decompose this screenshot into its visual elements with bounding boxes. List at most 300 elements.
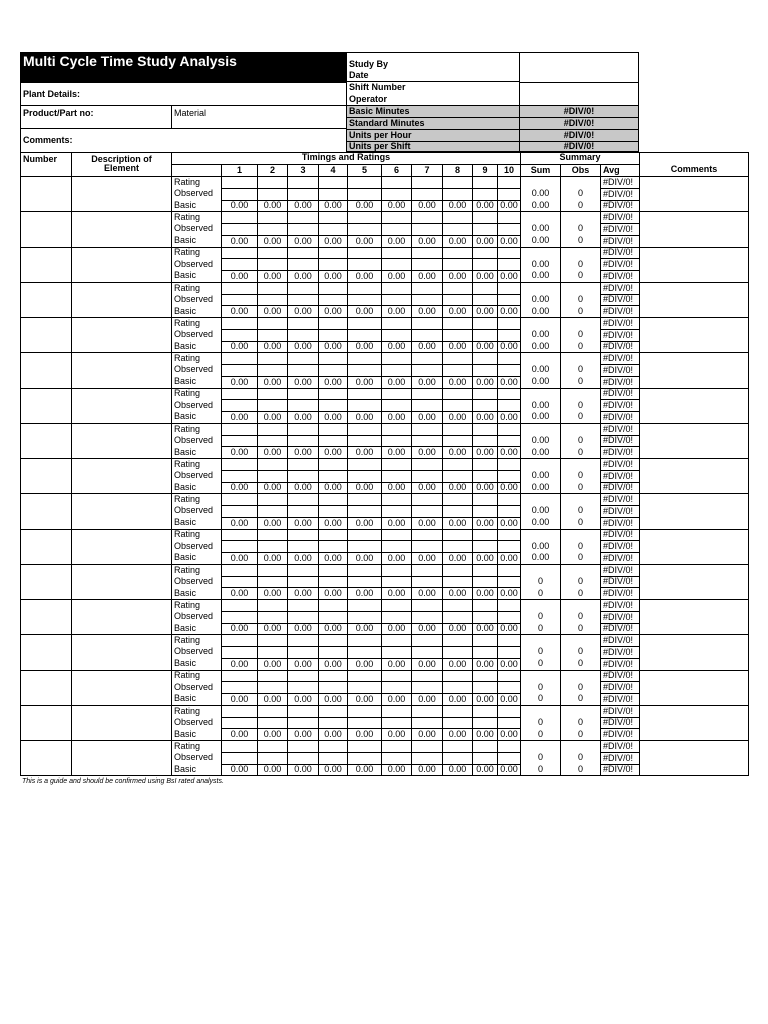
rating-cycle-7-cell[interactable] — [411, 317, 442, 329]
observed-cycle-6-cell[interactable] — [381, 188, 411, 200]
rating-cycle-10-cell[interactable] — [497, 352, 520, 364]
rating-cycle-7-cell[interactable] — [411, 670, 442, 682]
rating-cycle-9-cell[interactable] — [472, 564, 497, 576]
observed-cycle-6-cell[interactable] — [381, 681, 411, 693]
observed-cycle-7-cell[interactable] — [411, 258, 442, 270]
rating-cycle-2-cell[interactable] — [257, 176, 287, 188]
element-comments-cell[interactable] — [639, 176, 749, 211]
observed-cycle-4-cell[interactable] — [318, 646, 347, 658]
observed-cycle-8-cell[interactable] — [442, 188, 472, 200]
rating-cycle-5-cell[interactable] — [347, 282, 381, 294]
rating-cycle-5-cell[interactable] — [347, 423, 381, 435]
rating-cycle-10-cell[interactable] — [497, 458, 520, 470]
rating-cycle-10-cell[interactable] — [497, 529, 520, 541]
rating-cycle-5-cell[interactable] — [347, 388, 381, 400]
rating-cycle-6-cell[interactable] — [381, 529, 411, 541]
element-comments-cell[interactable] — [639, 211, 749, 246]
rating-cycle-1-cell[interactable] — [221, 352, 257, 364]
rating-cycle-4-cell[interactable] — [318, 317, 347, 329]
rating-cycle-4-cell[interactable] — [318, 493, 347, 505]
observed-cycle-10-cell[interactable] — [497, 470, 520, 482]
observed-cycle-5-cell[interactable] — [347, 681, 381, 693]
observed-cycle-1-cell[interactable] — [221, 505, 257, 517]
observed-cycle-3-cell[interactable] — [287, 188, 318, 200]
rating-cycle-5-cell[interactable] — [347, 634, 381, 646]
observed-cycle-7-cell[interactable] — [411, 717, 442, 729]
observed-cycle-1-cell[interactable] — [221, 576, 257, 588]
rating-cycle-1-cell[interactable] — [221, 529, 257, 541]
observed-cycle-5-cell[interactable] — [347, 223, 381, 235]
observed-cycle-5-cell[interactable] — [347, 505, 381, 517]
rating-cycle-3-cell[interactable] — [287, 388, 318, 400]
observed-cycle-3-cell[interactable] — [287, 576, 318, 588]
rating-cycle-2-cell[interactable] — [257, 388, 287, 400]
rating-cycle-4-cell[interactable] — [318, 740, 347, 752]
observed-cycle-2-cell[interactable] — [257, 752, 287, 764]
rating-cycle-1-cell[interactable] — [221, 599, 257, 611]
rating-cycle-10-cell[interactable] — [497, 176, 520, 188]
observed-cycle-2-cell[interactable] — [257, 540, 287, 552]
observed-cycle-6-cell[interactable] — [381, 752, 411, 764]
rating-cycle-3-cell[interactable] — [287, 529, 318, 541]
observed-cycle-9-cell[interactable] — [472, 470, 497, 482]
element-number-cell[interactable] — [20, 388, 71, 423]
observed-cycle-2-cell[interactable] — [257, 681, 287, 693]
observed-cycle-9-cell[interactable] — [472, 188, 497, 200]
element-comments-cell[interactable] — [639, 705, 749, 740]
element-description-cell[interactable] — [71, 599, 171, 634]
observed-cycle-8-cell[interactable] — [442, 752, 472, 764]
observed-cycle-10-cell[interactable] — [497, 681, 520, 693]
observed-cycle-8-cell[interactable] — [442, 717, 472, 729]
observed-cycle-5-cell[interactable] — [347, 470, 381, 482]
observed-cycle-2-cell[interactable] — [257, 364, 287, 376]
observed-cycle-7-cell[interactable] — [411, 576, 442, 588]
rating-cycle-10-cell[interactable] — [497, 388, 520, 400]
element-number-cell[interactable] — [20, 705, 71, 740]
observed-cycle-6-cell[interactable] — [381, 399, 411, 411]
element-description-cell[interactable] — [71, 458, 171, 493]
rating-cycle-7-cell[interactable] — [411, 211, 442, 223]
rating-cycle-3-cell[interactable] — [287, 705, 318, 717]
observed-cycle-5-cell[interactable] — [347, 611, 381, 623]
observed-cycle-9-cell[interactable] — [472, 505, 497, 517]
rating-cycle-3-cell[interactable] — [287, 599, 318, 611]
observed-cycle-7-cell[interactable] — [411, 294, 442, 306]
rating-cycle-9-cell[interactable] — [472, 493, 497, 505]
observed-cycle-4-cell[interactable] — [318, 364, 347, 376]
rating-cycle-6-cell[interactable] — [381, 599, 411, 611]
observed-cycle-9-cell[interactable] — [472, 611, 497, 623]
element-number-cell[interactable] — [20, 740, 71, 775]
element-description-cell[interactable] — [71, 423, 171, 458]
observed-cycle-2-cell[interactable] — [257, 294, 287, 306]
observed-cycle-1-cell[interactable] — [221, 752, 257, 764]
observed-cycle-8-cell[interactable] — [442, 505, 472, 517]
observed-cycle-5-cell[interactable] — [347, 752, 381, 764]
rating-cycle-9-cell[interactable] — [472, 388, 497, 400]
rating-cycle-10-cell[interactable] — [497, 211, 520, 223]
observed-cycle-3-cell[interactable] — [287, 223, 318, 235]
element-comments-cell[interactable] — [639, 670, 749, 705]
rating-cycle-8-cell[interactable] — [442, 529, 472, 541]
observed-cycle-4-cell[interactable] — [318, 717, 347, 729]
rating-cycle-3-cell[interactable] — [287, 317, 318, 329]
rating-cycle-4-cell[interactable] — [318, 352, 347, 364]
observed-cycle-2-cell[interactable] — [257, 223, 287, 235]
rating-cycle-9-cell[interactable] — [472, 423, 497, 435]
rating-cycle-8-cell[interactable] — [442, 176, 472, 188]
rating-cycle-5-cell[interactable] — [347, 599, 381, 611]
element-number-cell[interactable] — [20, 493, 71, 528]
rating-cycle-7-cell[interactable] — [411, 529, 442, 541]
observed-cycle-3-cell[interactable] — [287, 611, 318, 623]
rating-cycle-2-cell[interactable] — [257, 493, 287, 505]
observed-cycle-5-cell[interactable] — [347, 435, 381, 447]
rating-cycle-2-cell[interactable] — [257, 564, 287, 576]
observed-cycle-9-cell[interactable] — [472, 646, 497, 658]
observed-cycle-5-cell[interactable] — [347, 540, 381, 552]
rating-cycle-1-cell[interactable] — [221, 317, 257, 329]
observed-cycle-3-cell[interactable] — [287, 540, 318, 552]
observed-cycle-8-cell[interactable] — [442, 294, 472, 306]
observed-cycle-4-cell[interactable] — [318, 294, 347, 306]
observed-cycle-7-cell[interactable] — [411, 646, 442, 658]
rating-cycle-2-cell[interactable] — [257, 211, 287, 223]
observed-cycle-2-cell[interactable] — [257, 329, 287, 341]
rating-cycle-10-cell[interactable] — [497, 740, 520, 752]
rating-cycle-1-cell[interactable] — [221, 388, 257, 400]
observed-cycle-1-cell[interactable] — [221, 399, 257, 411]
element-comments-cell[interactable] — [639, 423, 749, 458]
rating-cycle-4-cell[interactable] — [318, 670, 347, 682]
observed-cycle-10-cell[interactable] — [497, 294, 520, 306]
rating-cycle-10-cell[interactable] — [497, 564, 520, 576]
observed-cycle-6-cell[interactable] — [381, 611, 411, 623]
observed-cycle-7-cell[interactable] — [411, 681, 442, 693]
rating-cycle-2-cell[interactable] — [257, 740, 287, 752]
rating-cycle-2-cell[interactable] — [257, 247, 287, 259]
rating-cycle-9-cell[interactable] — [472, 282, 497, 294]
observed-cycle-5-cell[interactable] — [347, 329, 381, 341]
rating-cycle-1-cell[interactable] — [221, 211, 257, 223]
element-comments-cell[interactable] — [639, 352, 749, 387]
observed-cycle-3-cell[interactable] — [287, 435, 318, 447]
observed-cycle-6-cell[interactable] — [381, 505, 411, 517]
rating-cycle-7-cell[interactable] — [411, 176, 442, 188]
rating-cycle-1-cell[interactable] — [221, 176, 257, 188]
observed-cycle-5-cell[interactable] — [347, 646, 381, 658]
rating-cycle-4-cell[interactable] — [318, 634, 347, 646]
observed-cycle-8-cell[interactable] — [442, 646, 472, 658]
element-comments-cell[interactable] — [639, 564, 749, 599]
rating-cycle-8-cell[interactable] — [442, 458, 472, 470]
rating-cycle-9-cell[interactable] — [472, 670, 497, 682]
observed-cycle-8-cell[interactable] — [442, 364, 472, 376]
rating-cycle-8-cell[interactable] — [442, 599, 472, 611]
observed-cycle-6-cell[interactable] — [381, 364, 411, 376]
rating-cycle-7-cell[interactable] — [411, 247, 442, 259]
rating-cycle-3-cell[interactable] — [287, 564, 318, 576]
rating-cycle-6-cell[interactable] — [381, 176, 411, 188]
observed-cycle-6-cell[interactable] — [381, 470, 411, 482]
rating-cycle-3-cell[interactable] — [287, 176, 318, 188]
rating-cycle-7-cell[interactable] — [411, 352, 442, 364]
study-info-box[interactable] — [520, 52, 639, 82]
rating-cycle-3-cell[interactable] — [287, 458, 318, 470]
observed-cycle-9-cell[interactable] — [472, 576, 497, 588]
element-description-cell[interactable] — [71, 282, 171, 317]
rating-cycle-2-cell[interactable] — [257, 317, 287, 329]
rating-cycle-1-cell[interactable] — [221, 670, 257, 682]
observed-cycle-1-cell[interactable] — [221, 258, 257, 270]
element-description-cell[interactable] — [71, 317, 171, 352]
observed-cycle-7-cell[interactable] — [411, 399, 442, 411]
rating-cycle-3-cell[interactable] — [287, 740, 318, 752]
observed-cycle-9-cell[interactable] — [472, 717, 497, 729]
element-comments-cell[interactable] — [639, 317, 749, 352]
observed-cycle-8-cell[interactable] — [442, 258, 472, 270]
observed-cycle-10-cell[interactable] — [497, 646, 520, 658]
rating-cycle-8-cell[interactable] — [442, 670, 472, 682]
observed-cycle-10-cell[interactable] — [497, 717, 520, 729]
element-number-cell[interactable] — [20, 317, 71, 352]
observed-cycle-1-cell[interactable] — [221, 681, 257, 693]
rating-cycle-4-cell[interactable] — [318, 529, 347, 541]
observed-cycle-4-cell[interactable] — [318, 752, 347, 764]
observed-cycle-10-cell[interactable] — [497, 188, 520, 200]
rating-cycle-1-cell[interactable] — [221, 282, 257, 294]
observed-cycle-10-cell[interactable] — [497, 611, 520, 623]
observed-cycle-5-cell[interactable] — [347, 258, 381, 270]
observed-cycle-10-cell[interactable] — [497, 364, 520, 376]
rating-cycle-4-cell[interactable] — [318, 282, 347, 294]
rating-cycle-10-cell[interactable] — [497, 634, 520, 646]
rating-cycle-6-cell[interactable] — [381, 247, 411, 259]
observed-cycle-4-cell[interactable] — [318, 258, 347, 270]
observed-cycle-9-cell[interactable] — [472, 329, 497, 341]
rating-cycle-3-cell[interactable] — [287, 423, 318, 435]
rating-cycle-8-cell[interactable] — [442, 388, 472, 400]
rating-cycle-5-cell[interactable] — [347, 670, 381, 682]
rating-cycle-8-cell[interactable] — [442, 352, 472, 364]
observed-cycle-4-cell[interactable] — [318, 329, 347, 341]
rating-cycle-2-cell[interactable] — [257, 529, 287, 541]
rating-cycle-5-cell[interactable] — [347, 352, 381, 364]
observed-cycle-7-cell[interactable] — [411, 364, 442, 376]
element-description-cell[interactable] — [71, 352, 171, 387]
element-comments-cell[interactable] — [639, 529, 749, 564]
element-comments-cell[interactable] — [639, 599, 749, 634]
rating-cycle-9-cell[interactable] — [472, 211, 497, 223]
observed-cycle-5-cell[interactable] — [347, 399, 381, 411]
observed-cycle-2-cell[interactable] — [257, 717, 287, 729]
element-description-cell[interactable] — [71, 211, 171, 246]
rating-cycle-4-cell[interactable] — [318, 564, 347, 576]
observed-cycle-2-cell[interactable] — [257, 470, 287, 482]
rating-cycle-1-cell[interactable] — [221, 634, 257, 646]
element-comments-cell[interactable] — [639, 247, 749, 282]
rating-cycle-8-cell[interactable] — [442, 211, 472, 223]
rating-cycle-8-cell[interactable] — [442, 493, 472, 505]
element-number-cell[interactable] — [20, 458, 71, 493]
element-comments-cell[interactable] — [639, 740, 749, 775]
observed-cycle-4-cell[interactable] — [318, 611, 347, 623]
observed-cycle-7-cell[interactable] — [411, 505, 442, 517]
rating-cycle-4-cell[interactable] — [318, 211, 347, 223]
element-description-cell[interactable] — [71, 247, 171, 282]
rating-cycle-4-cell[interactable] — [318, 705, 347, 717]
rating-cycle-6-cell[interactable] — [381, 493, 411, 505]
rating-cycle-9-cell[interactable] — [472, 740, 497, 752]
observed-cycle-4-cell[interactable] — [318, 681, 347, 693]
rating-cycle-7-cell[interactable] — [411, 599, 442, 611]
rating-cycle-1-cell[interactable] — [221, 740, 257, 752]
rating-cycle-9-cell[interactable] — [472, 352, 497, 364]
element-description-cell[interactable] — [71, 670, 171, 705]
rating-cycle-8-cell[interactable] — [442, 634, 472, 646]
observed-cycle-1-cell[interactable] — [221, 717, 257, 729]
rating-cycle-1-cell[interactable] — [221, 705, 257, 717]
rating-cycle-2-cell[interactable] — [257, 705, 287, 717]
observed-cycle-10-cell[interactable] — [497, 399, 520, 411]
element-comments-cell[interactable] — [639, 388, 749, 423]
observed-cycle-6-cell[interactable] — [381, 646, 411, 658]
rating-cycle-10-cell[interactable] — [497, 670, 520, 682]
observed-cycle-8-cell[interactable] — [442, 223, 472, 235]
observed-cycle-7-cell[interactable] — [411, 188, 442, 200]
rating-cycle-8-cell[interactable] — [442, 282, 472, 294]
observed-cycle-3-cell[interactable] — [287, 505, 318, 517]
rating-cycle-10-cell[interactable] — [497, 599, 520, 611]
rating-cycle-4-cell[interactable] — [318, 423, 347, 435]
rating-cycle-10-cell[interactable] — [497, 247, 520, 259]
observed-cycle-9-cell[interactable] — [472, 294, 497, 306]
observed-cycle-4-cell[interactable] — [318, 188, 347, 200]
observed-cycle-6-cell[interactable] — [381, 294, 411, 306]
observed-cycle-9-cell[interactable] — [472, 399, 497, 411]
observed-cycle-9-cell[interactable] — [472, 752, 497, 764]
rating-cycle-7-cell[interactable] — [411, 705, 442, 717]
observed-cycle-10-cell[interactable] — [497, 576, 520, 588]
rating-cycle-6-cell[interactable] — [381, 670, 411, 682]
observed-cycle-4-cell[interactable] — [318, 505, 347, 517]
rating-cycle-10-cell[interactable] — [497, 423, 520, 435]
observed-cycle-1-cell[interactable] — [221, 364, 257, 376]
rating-cycle-5-cell[interactable] — [347, 564, 381, 576]
rating-cycle-7-cell[interactable] — [411, 282, 442, 294]
observed-cycle-8-cell[interactable] — [442, 681, 472, 693]
rating-cycle-4-cell[interactable] — [318, 458, 347, 470]
element-description-cell[interactable] — [71, 705, 171, 740]
observed-cycle-1-cell[interactable] — [221, 329, 257, 341]
rating-cycle-8-cell[interactable] — [442, 317, 472, 329]
element-number-cell[interactable] — [20, 282, 71, 317]
observed-cycle-1-cell[interactable] — [221, 470, 257, 482]
rating-cycle-9-cell[interactable] — [472, 705, 497, 717]
observed-cycle-9-cell[interactable] — [472, 258, 497, 270]
observed-cycle-9-cell[interactable] — [472, 223, 497, 235]
rating-cycle-6-cell[interactable] — [381, 317, 411, 329]
observed-cycle-2-cell[interactable] — [257, 505, 287, 517]
element-comments-cell[interactable] — [639, 282, 749, 317]
observed-cycle-10-cell[interactable] — [497, 223, 520, 235]
rating-cycle-3-cell[interactable] — [287, 247, 318, 259]
observed-cycle-3-cell[interactable] — [287, 329, 318, 341]
observed-cycle-10-cell[interactable] — [497, 329, 520, 341]
observed-cycle-2-cell[interactable] — [257, 258, 287, 270]
rating-cycle-5-cell[interactable] — [347, 493, 381, 505]
rating-cycle-5-cell[interactable] — [347, 529, 381, 541]
observed-cycle-1-cell[interactable] — [221, 294, 257, 306]
observed-cycle-1-cell[interactable] — [221, 223, 257, 235]
rating-cycle-1-cell[interactable] — [221, 423, 257, 435]
rating-cycle-1-cell[interactable] — [221, 247, 257, 259]
observed-cycle-6-cell[interactable] — [381, 223, 411, 235]
observed-cycle-4-cell[interactable] — [318, 576, 347, 588]
element-number-cell[interactable] — [20, 211, 71, 246]
rating-cycle-10-cell[interactable] — [497, 493, 520, 505]
rating-cycle-6-cell[interactable] — [381, 705, 411, 717]
rating-cycle-3-cell[interactable] — [287, 634, 318, 646]
observed-cycle-4-cell[interactable] — [318, 470, 347, 482]
observed-cycle-7-cell[interactable] — [411, 611, 442, 623]
rating-cycle-4-cell[interactable] — [318, 247, 347, 259]
observed-cycle-7-cell[interactable] — [411, 329, 442, 341]
observed-cycle-3-cell[interactable] — [287, 752, 318, 764]
rating-cycle-9-cell[interactable] — [472, 599, 497, 611]
rating-cycle-7-cell[interactable] — [411, 458, 442, 470]
element-number-cell[interactable] — [20, 564, 71, 599]
rating-cycle-6-cell[interactable] — [381, 458, 411, 470]
rating-cycle-8-cell[interactable] — [442, 247, 472, 259]
observed-cycle-6-cell[interactable] — [381, 435, 411, 447]
observed-cycle-5-cell[interactable] — [347, 294, 381, 306]
observed-cycle-7-cell[interactable] — [411, 435, 442, 447]
observed-cycle-3-cell[interactable] — [287, 470, 318, 482]
observed-cycle-9-cell[interactable] — [472, 540, 497, 552]
observed-cycle-3-cell[interactable] — [287, 646, 318, 658]
observed-cycle-3-cell[interactable] — [287, 399, 318, 411]
observed-cycle-5-cell[interactable] — [347, 364, 381, 376]
rating-cycle-9-cell[interactable] — [472, 247, 497, 259]
rating-cycle-2-cell[interactable] — [257, 634, 287, 646]
rating-cycle-9-cell[interactable] — [472, 317, 497, 329]
rating-cycle-10-cell[interactable] — [497, 317, 520, 329]
observed-cycle-6-cell[interactable] — [381, 329, 411, 341]
observed-cycle-3-cell[interactable] — [287, 364, 318, 376]
observed-cycle-1-cell[interactable] — [221, 646, 257, 658]
element-number-cell[interactable] — [20, 599, 71, 634]
element-comments-cell[interactable] — [639, 493, 749, 528]
rating-cycle-9-cell[interactable] — [472, 529, 497, 541]
observed-cycle-6-cell[interactable] — [381, 258, 411, 270]
rating-cycle-3-cell[interactable] — [287, 211, 318, 223]
element-description-cell[interactable] — [71, 529, 171, 564]
observed-cycle-9-cell[interactable] — [472, 364, 497, 376]
rating-cycle-7-cell[interactable] — [411, 740, 442, 752]
observed-cycle-7-cell[interactable] — [411, 223, 442, 235]
rating-cycle-9-cell[interactable] — [472, 176, 497, 188]
observed-cycle-1-cell[interactable] — [221, 188, 257, 200]
observed-cycle-7-cell[interactable] — [411, 540, 442, 552]
element-description-cell[interactable] — [71, 388, 171, 423]
rating-cycle-6-cell[interactable] — [381, 423, 411, 435]
observed-cycle-3-cell[interactable] — [287, 681, 318, 693]
rating-cycle-7-cell[interactable] — [411, 634, 442, 646]
observed-cycle-8-cell[interactable] — [442, 399, 472, 411]
observed-cycle-6-cell[interactable] — [381, 717, 411, 729]
